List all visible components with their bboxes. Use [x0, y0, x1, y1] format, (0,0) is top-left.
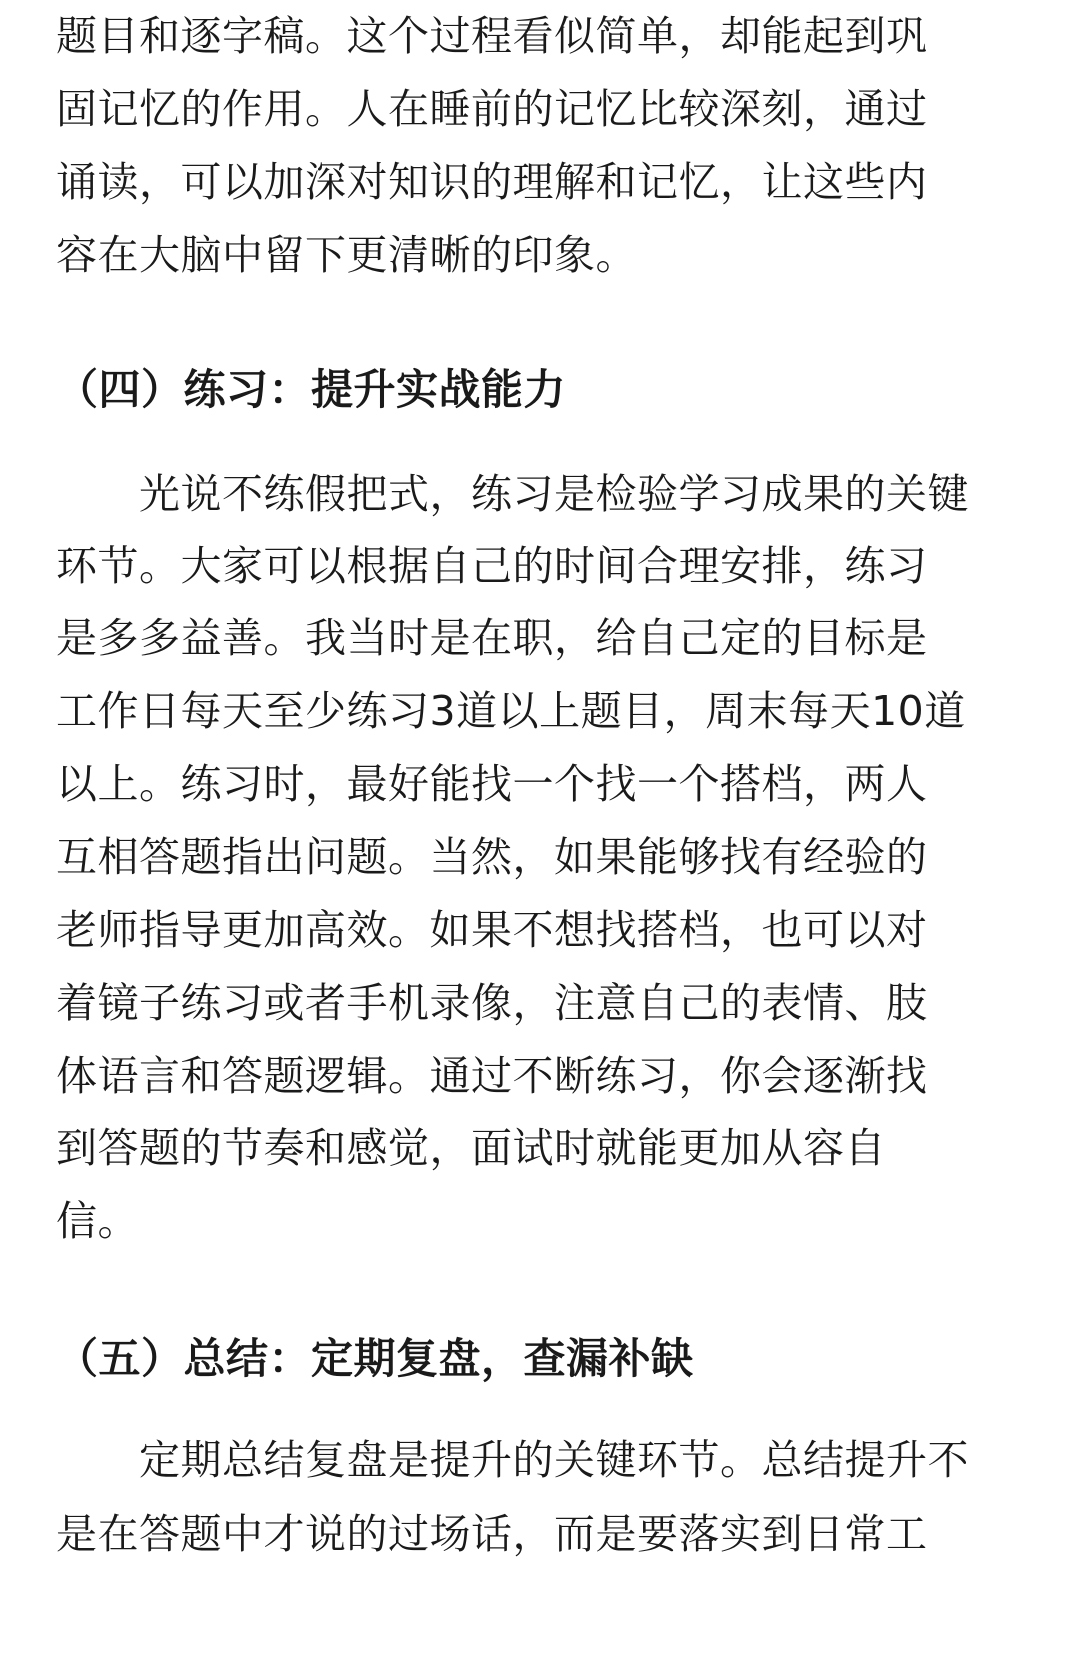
paragraph-line: 信。 [56, 1197, 139, 1245]
paragraph-line: 体语言和答题逻辑。通过不断练习，你会逐渐找 [56, 1052, 928, 1100]
paragraph-line: 老师指导更加高效。如果不想找搭档，也可以对 [56, 906, 928, 954]
paragraph-line: 固记忆的作用。人在睡前的记忆比较深刻，通过 [56, 85, 928, 133]
paragraph-line: 诵读，可以加深对知识的理解和记忆，让这些内 [56, 158, 928, 206]
paragraph-line: 容在大脑中留下更清晰的印象。 [56, 231, 637, 279]
section-heading-practice: （四）练习：提升实战能力 [56, 365, 567, 414]
paragraph-line: 互相答题指出问题。当然，如果能够找有经验的 [56, 833, 928, 881]
paragraph-line: 题目和逐字稿。这个过程看似简单，却能起到巩 [56, 12, 928, 60]
paragraph-line: 到答题的节奏和感觉，面试时就能更加从容自 [56, 1124, 886, 1172]
paragraph-line: 是在答题中才说的过场话，而是要落实到日常工 [56, 1510, 928, 1558]
paragraph-line: 光说不练假把式，练习是检验学习成果的关键 [56, 470, 969, 518]
section-heading-summary: （五）总结：定期复盘，查漏补缺 [56, 1334, 694, 1383]
paragraph-line: 着镜子练习或者手机录像，注意自己的表情、肢 [56, 979, 928, 1027]
paragraph-line: 环节。大家可以根据自己的时间合理安排，练习 [56, 542, 928, 590]
paragraph-line: 定期总结复盘是提升的关键环节。总结提升不 [56, 1436, 969, 1484]
paragraph-line: 以上。练习时，最好能找一个找一个搭档，两人 [56, 760, 928, 808]
paragraph-line: 工作日每天至少练习3道以上题目，周末每天10道 [56, 687, 966, 735]
paragraph-line: 是多多益善。我当时是在职，给自己定的目标是 [56, 614, 928, 662]
